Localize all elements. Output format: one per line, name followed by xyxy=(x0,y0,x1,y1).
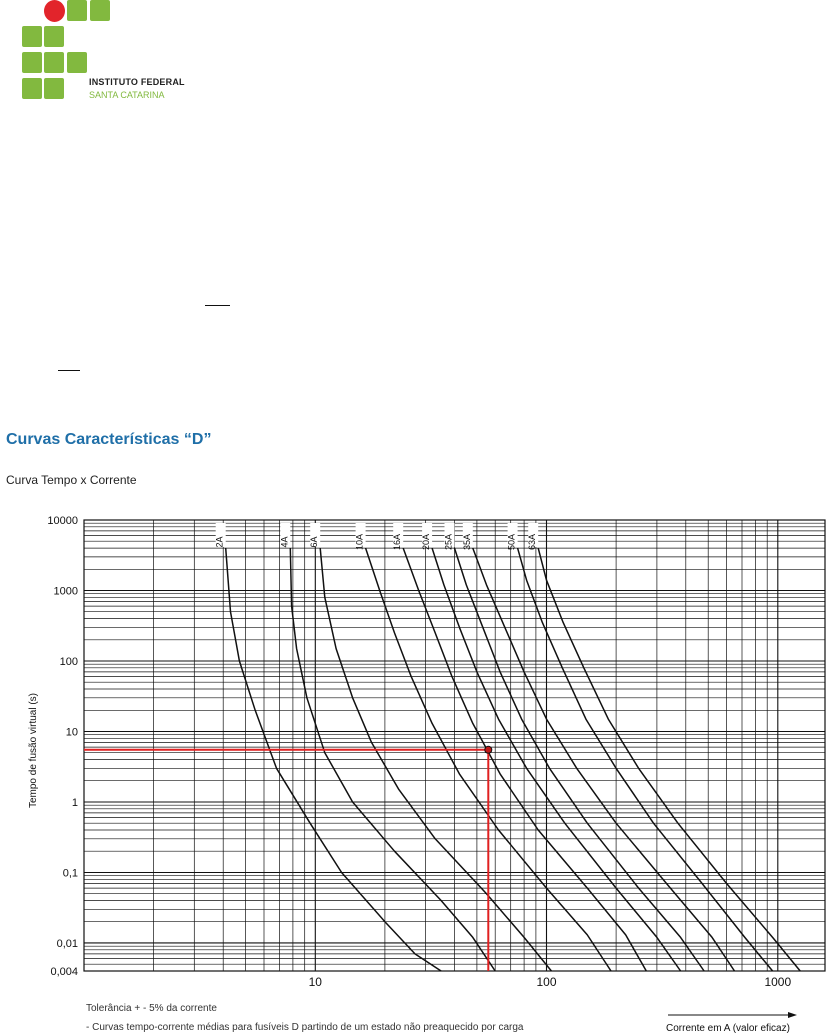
y-tick-label: 10000 xyxy=(47,515,78,527)
logo-square xyxy=(22,52,42,73)
fraction-rule xyxy=(205,305,230,306)
logo-square xyxy=(22,26,42,47)
time-current-chart xyxy=(0,505,831,1036)
fuse-curve-label: 16A xyxy=(392,533,403,551)
y-tick-label: 1 xyxy=(71,797,78,809)
logo-square xyxy=(44,26,64,47)
y-tick-label: 1000 xyxy=(53,585,78,598)
y-axis-label: Tempo de fusão virtual (s) xyxy=(28,692,39,809)
x-axis-label: Corrente em A (valor eficaz) xyxy=(666,1023,790,1034)
logo-square xyxy=(22,78,42,99)
fuse-curve-label: 2A xyxy=(214,536,225,548)
fuse-curve-label: 63A xyxy=(527,533,538,551)
y-tick-label: 0,01 xyxy=(56,937,78,950)
logo-square xyxy=(67,52,87,73)
x-axis-arrow-head xyxy=(788,1012,797,1018)
y-tick-label: 100 xyxy=(59,656,78,668)
curves-note: - Curvas tempo-corrente médias para fusíveis D partindo de um estado não preaquecido por carga xyxy=(86,1022,524,1033)
logo-red-circle xyxy=(44,0,65,22)
logo-campus-name: SANTA CATARINA xyxy=(89,90,165,100)
fraction-rule xyxy=(58,370,80,371)
fuse-curve-label: 25A xyxy=(443,533,454,551)
fuse-curve-label: 35A xyxy=(461,533,472,551)
y-tick-label: 0,1 xyxy=(62,867,78,880)
x-tick-label: 1000 xyxy=(764,975,792,989)
fuse-curve-label: 4A xyxy=(279,536,290,548)
y-tick-label: 10 xyxy=(65,726,78,739)
tolerance-note: Tolerância + - 5% da corrente xyxy=(86,1003,217,1014)
fuse-curve-label: 50A xyxy=(506,533,517,551)
x-tick-label: 10 xyxy=(308,975,322,989)
x-tick-label: 100 xyxy=(536,975,557,989)
section-subtitle: Curva Tempo x Corrente xyxy=(6,473,137,487)
y-tick-label: 0,004 xyxy=(50,966,78,978)
fuse-curve-label: 20A xyxy=(421,533,432,551)
logo-square xyxy=(67,0,87,21)
fuse-curve-label: 6A xyxy=(309,536,320,548)
fuse-curve-label: 10A xyxy=(354,533,365,551)
logo-square xyxy=(44,52,64,73)
logo-square xyxy=(44,78,64,99)
logo-institute-name: INSTITUTO FEDERAL xyxy=(89,77,185,87)
red-annotation-point xyxy=(485,746,492,753)
section-title: Curvas Características “D” xyxy=(6,431,212,448)
logo-square xyxy=(90,0,110,21)
institute-logo xyxy=(22,0,202,105)
